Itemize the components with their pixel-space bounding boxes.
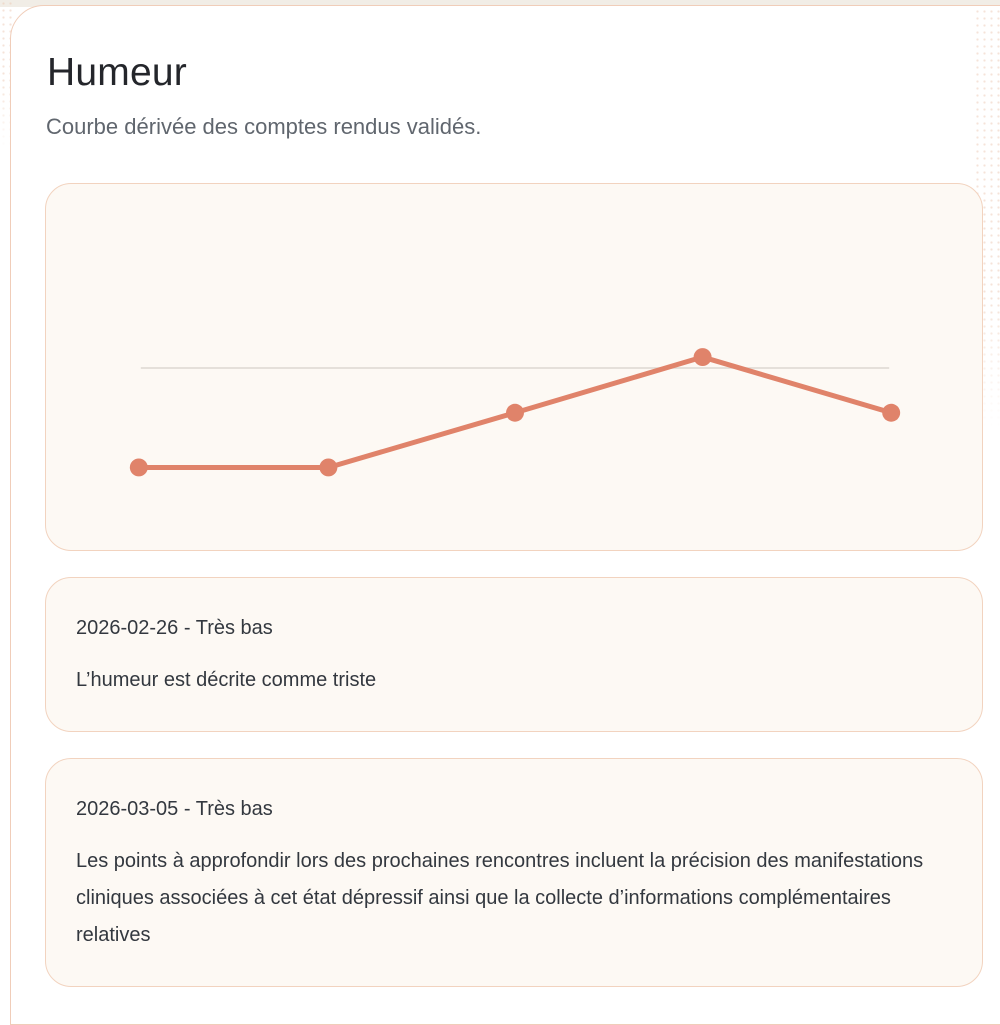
mood-chart [46,184,982,550]
entry-date: 2026-03-05 - Très bas [76,798,273,820]
mood-point [506,404,524,422]
mood-point [319,459,337,477]
page-subtitle: Courbe dérivée des comptes rendus validés. [46,114,482,139]
mood-point [694,348,712,366]
mood-point [882,404,900,422]
mood-chart-card [45,183,983,551]
entry-card [45,577,983,732]
entry-text: L’humeur est décrite comme triste [76,669,377,691]
entry-card [45,758,983,987]
entry-text: Les points à approfondir lors des prochaines rencontres incluent la précision des manifestations cliniques associées à cet état dépressif ainsi que la collecte d’informations complémentaires relatives [76,850,924,946]
entry-date: 2026-02-26 - Très bas [76,617,273,639]
mood-point [130,459,148,477]
mood-chart-svg [46,184,982,550]
page-title: Humeur [47,51,187,94]
